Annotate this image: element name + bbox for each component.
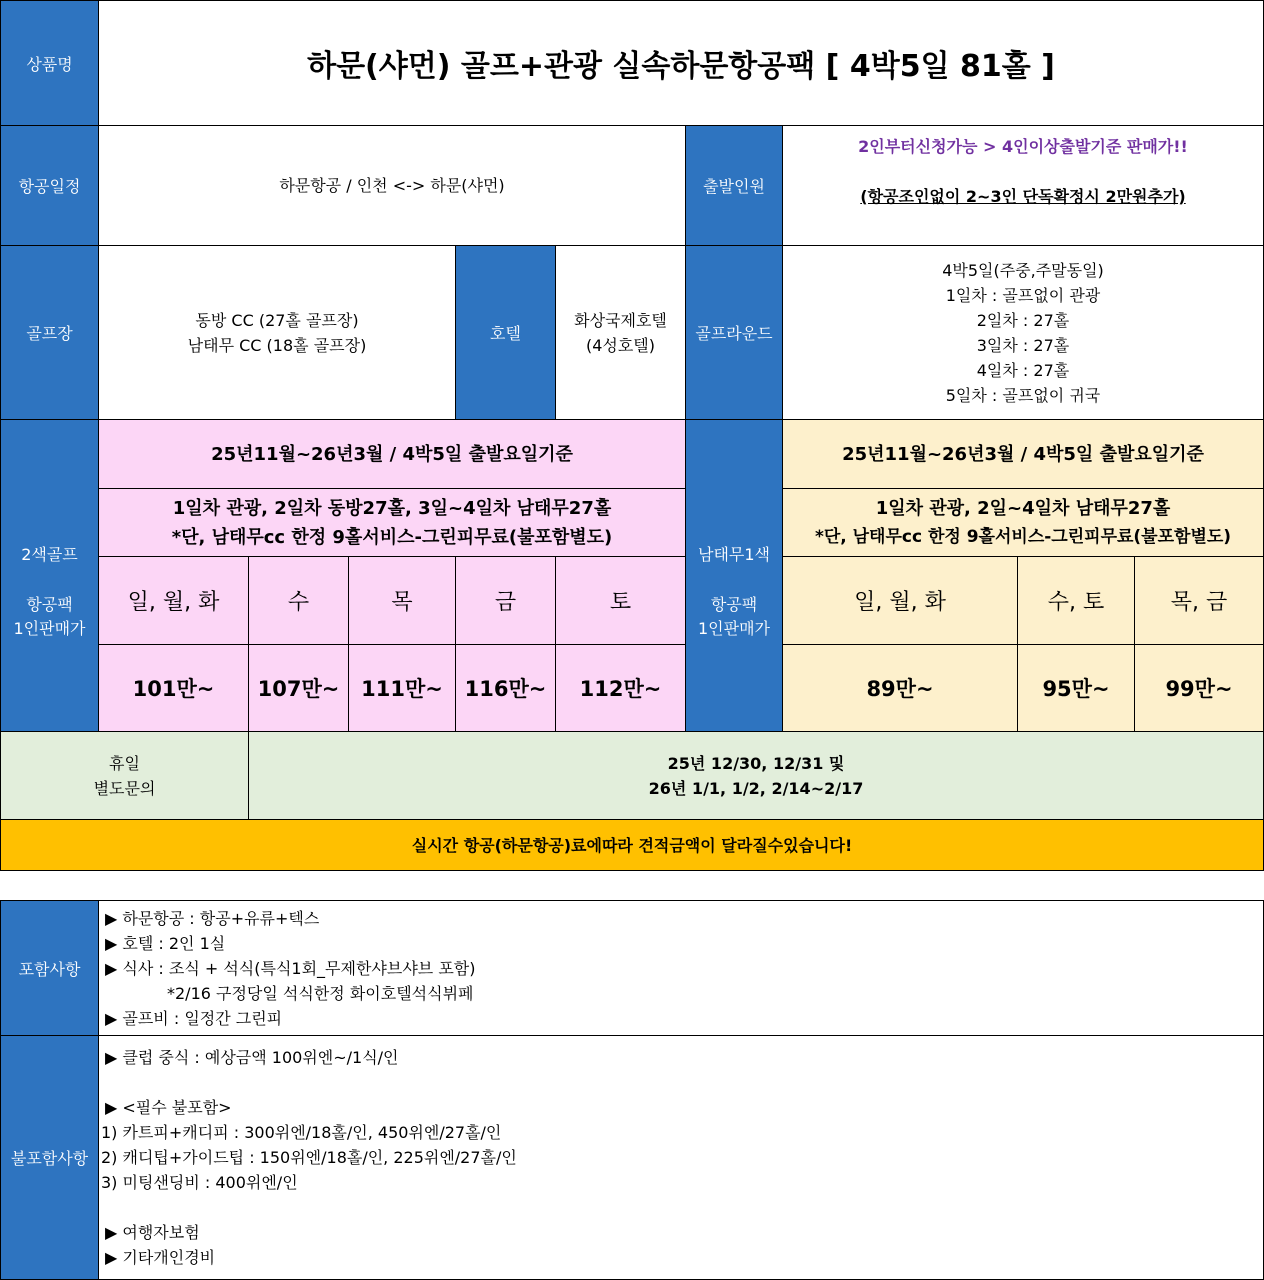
golf-course-line: 동방 CC (27홀 골프장) xyxy=(195,310,359,330)
golf-course-line: 남태무 CC (18홀 골프장) xyxy=(187,335,367,355)
round-line: 4일차 : 27홀 xyxy=(976,360,1070,380)
included-item: *2/16 구정당일 석식한정 화이호텔석식뷔페 xyxy=(167,983,474,1003)
round-line: 2일차 : 27홀 xyxy=(976,310,1070,330)
hotel-grade: (4성호텔) xyxy=(585,335,656,355)
one-color-label: 남태무1색 항공팩 1인판매가 xyxy=(685,419,783,732)
product-label: 상품명 xyxy=(0,0,99,126)
excluded-item: 2) 캐디팁+가이드팁 : 150위엔/18홀/인, 225위엔/27홀/인 xyxy=(101,1148,517,1167)
included-item: ▶ 하문항공 : 항공+유류+텍스 xyxy=(105,908,320,928)
hotel-name: 화상국제호텔 xyxy=(574,310,667,330)
excluded-list xyxy=(98,1035,1264,1280)
two-color-desc: 1일차 관광, 2일차 동방27홀, 3일~4일차 남태무27홀 *단, 남태무cc 한정 9홀서비스-그린피무료(불포함별도) xyxy=(98,488,686,557)
one-color-price: 99만~ xyxy=(1134,644,1264,732)
departure-min-note: 2인부터신청가능 > 4인이상출발기준 판매가!! xyxy=(858,137,1188,156)
round-line: 3일차 : 27홀 xyxy=(976,335,1070,355)
golf-course-value xyxy=(98,245,456,420)
two-color-price: 101만~ xyxy=(98,644,249,732)
two-color-day: 토 xyxy=(555,556,686,645)
included-item: ▶ 식사 : 조식 + 석식(특식1회_무제한샤브샤브 포함) xyxy=(105,958,476,978)
excluded-label: 불포함사항 xyxy=(0,1035,99,1280)
two-color-day: 목 xyxy=(348,556,456,645)
excluded-item: 1) 카트피+캐디피 : 300위엔/18홀/인, 450위엔/27홀/인 xyxy=(101,1123,502,1142)
excluded-item: ▶ <필수 불포함> xyxy=(105,1098,232,1117)
holiday-label: 휴일 별도문의 xyxy=(0,731,249,820)
included-item: ▶ 호텔 : 2인 1실 xyxy=(105,933,226,953)
two-color-label: 2색골프 항공팩 1인판매가 xyxy=(0,419,99,732)
one-color-period: 25년11월~26년3월 / 4박5일 출발요일기준 xyxy=(782,419,1264,489)
one-color-price: 95만~ xyxy=(1017,644,1135,732)
hotel-value xyxy=(555,245,686,420)
departure-surcharge-note: (항공조인없이 2~3인 단독확정시 2만원추가) xyxy=(860,187,1186,206)
two-color-day: 금 xyxy=(455,556,556,645)
excluded-item: ▶ 클럽 중식 : 예상금액 100위엔~/1식/인 xyxy=(105,1048,399,1067)
two-color-day: 일, 월, 화 xyxy=(98,556,249,645)
one-color-price: 89만~ xyxy=(782,644,1018,732)
included-item: ▶ 골프비 : 일정간 그린피 xyxy=(105,1008,283,1028)
two-color-price: 107만~ xyxy=(248,644,349,732)
golf-round-label: 골프라운드 xyxy=(685,245,783,420)
departure-info xyxy=(782,125,1264,246)
excluded-item: 3) 미팅샌딩비 : 400위엔/인 xyxy=(101,1173,298,1192)
round-line: 5일차 : 골프없이 귀국 xyxy=(945,385,1101,405)
two-color-price: 116만~ xyxy=(455,644,556,732)
excluded-item: ▶ 기타개인경비 xyxy=(105,1248,216,1267)
included-list xyxy=(98,900,1264,1036)
price-notice: 실시간 항공(하문항공)료에따라 견적금액이 달라질수있습니다! xyxy=(0,819,1264,871)
golf-round-schedule xyxy=(782,245,1264,420)
one-color-day: 목, 금 xyxy=(1134,556,1264,645)
two-color-price: 112만~ xyxy=(555,644,686,732)
hotel-label: 호텔 xyxy=(455,245,556,420)
product-title xyxy=(98,0,1264,126)
one-color-desc: 1일차 관광, 2일~4일차 남태무27홀 *단, 남태무cc 한정 9홀서비스-그린피무료(불포함별도) xyxy=(782,488,1264,557)
two-color-day: 수 xyxy=(248,556,349,645)
page-title: 하문(샤먼) 골프+관광 실속하문항공팩 [ 4박5일 81홀 ] xyxy=(307,49,1055,84)
one-color-day: 수, 토 xyxy=(1017,556,1135,645)
excluded-item: ▶ 여행자보험 xyxy=(105,1223,200,1242)
golf-course-label: 골프장 xyxy=(0,245,99,420)
flight-label: 항공일정 xyxy=(0,125,99,246)
holiday-dates: 25년 12/30, 12/31 및 26년 1/1, 1/2, 2/14~2/17 xyxy=(248,731,1264,820)
departure-label: 출발인원 xyxy=(685,125,783,246)
included-label: 포함사항 xyxy=(0,900,99,1036)
round-line: 4박5일(주중,주말동일) xyxy=(942,260,1104,280)
two-color-period: 25년11월~26년3월 / 4박5일 출발요일기준 xyxy=(98,419,686,489)
flight-value: 하문항공 / 인천 <-> 하문(샤먼) xyxy=(98,125,686,246)
round-line: 1일차 : 골프없이 관광 xyxy=(945,285,1101,305)
one-color-day: 일, 월, 화 xyxy=(782,556,1018,645)
two-color-price: 111만~ xyxy=(348,644,456,732)
